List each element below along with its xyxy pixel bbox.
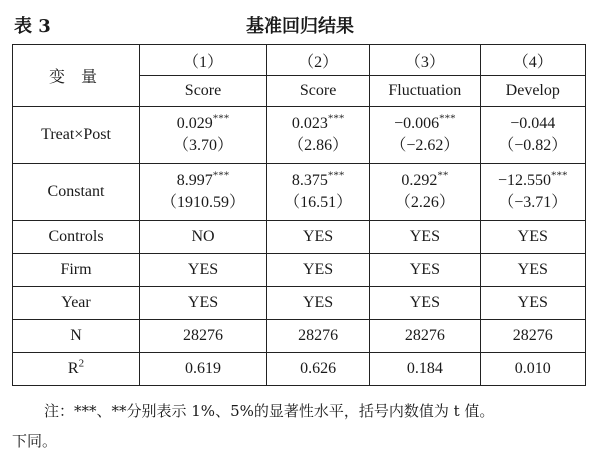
t-value: （3.70） bbox=[173, 137, 234, 154]
coef: 8.997 bbox=[176, 172, 213, 189]
table-cell: 28276 bbox=[480, 320, 585, 353]
stars: *** bbox=[327, 169, 345, 182]
table-cell: YES bbox=[370, 287, 480, 320]
table-cell bbox=[480, 164, 585, 221]
col-number-3: （3） bbox=[370, 45, 480, 76]
table-title: 基准回归结果 bbox=[246, 16, 354, 37]
table-row-constant bbox=[13, 164, 586, 221]
table-row-firm bbox=[13, 254, 586, 287]
coef: 0.029 bbox=[176, 115, 213, 132]
table-row-year bbox=[13, 287, 586, 320]
variable-header: 变 量 bbox=[13, 45, 140, 107]
note-line-1: 注：***、**分别表示 1%、5%的显著性水平，括号内数值为 t 值。 bbox=[44, 402, 495, 420]
stars: *** bbox=[439, 112, 456, 125]
t-value: （1910.59） bbox=[161, 194, 246, 211]
row-label: Treat×Post bbox=[13, 107, 140, 164]
table-cell: 0.619 bbox=[140, 353, 267, 386]
table-caption bbox=[0, 12, 600, 38]
table-cell bbox=[267, 107, 370, 164]
table-cell bbox=[140, 164, 267, 221]
col-name-2: Score bbox=[267, 76, 370, 107]
coef: −12.550 bbox=[498, 172, 552, 189]
table-cell: YES bbox=[267, 287, 370, 320]
col-name-1: Score bbox=[140, 76, 267, 107]
t-value: （2.26） bbox=[394, 194, 455, 211]
stars: *** bbox=[327, 112, 345, 125]
table-cell: YES bbox=[267, 221, 370, 254]
table-cell: 0.626 bbox=[267, 353, 370, 386]
table-cell: YES bbox=[140, 254, 267, 287]
regression-table bbox=[12, 44, 586, 386]
table-cell: YES bbox=[480, 221, 585, 254]
table-cell bbox=[370, 107, 480, 164]
table-cell bbox=[370, 164, 480, 221]
table-cell: 0.010 bbox=[480, 353, 585, 386]
table-cell bbox=[267, 164, 370, 221]
col-number-4: （4） bbox=[480, 45, 585, 76]
coef: 0.023 bbox=[291, 115, 328, 132]
col-number-1: （1） bbox=[140, 45, 267, 76]
stars: *** bbox=[212, 112, 230, 125]
coef: −0.044 bbox=[510, 115, 556, 132]
t-value: （−0.82） bbox=[498, 137, 568, 154]
table-note bbox=[12, 396, 592, 456]
table-number: 表 3 bbox=[14, 16, 51, 37]
t-value: （16.51） bbox=[284, 194, 353, 211]
stars: *** bbox=[551, 169, 568, 182]
table-row-treat-post bbox=[13, 107, 586, 164]
table-cell: 28276 bbox=[267, 320, 370, 353]
coef: −0.006 bbox=[394, 115, 440, 132]
row-label: Controls bbox=[13, 221, 140, 254]
table-cell bbox=[140, 107, 267, 164]
t-value: （2.86） bbox=[288, 137, 349, 154]
table-cell: 28276 bbox=[370, 320, 480, 353]
table-cell bbox=[480, 107, 585, 164]
col-name-3: Fluctuation bbox=[370, 76, 480, 107]
table-cell: 28276 bbox=[140, 320, 267, 353]
table-cell: YES bbox=[267, 254, 370, 287]
table-cell: NO bbox=[140, 221, 267, 254]
table-cell: YES bbox=[370, 221, 480, 254]
row-label: Firm bbox=[13, 254, 140, 287]
row-label bbox=[13, 353, 140, 386]
col-number-2: （2） bbox=[267, 45, 370, 76]
row-label: Year bbox=[13, 287, 140, 320]
t-value: （−3.71） bbox=[498, 194, 568, 211]
r2-label: R bbox=[67, 360, 79, 377]
table-row-r2 bbox=[13, 353, 586, 386]
table-cell: 0.184 bbox=[370, 353, 480, 386]
coef: 8.375 bbox=[291, 172, 328, 189]
coef: 0.292 bbox=[401, 172, 438, 189]
row-label: Constant bbox=[13, 164, 140, 221]
table-cell: YES bbox=[480, 254, 585, 287]
table-cell: YES bbox=[480, 287, 585, 320]
t-value: （−2.62） bbox=[390, 137, 460, 154]
r2-superscript: 2 bbox=[78, 357, 85, 370]
row-label: N bbox=[13, 320, 140, 353]
stars: ** bbox=[437, 169, 449, 182]
table-cell: YES bbox=[370, 254, 480, 287]
note-line-2: 下同。 bbox=[12, 432, 58, 450]
header-row-numbers bbox=[13, 45, 586, 76]
col-name-4: Develop bbox=[480, 76, 585, 107]
stars: *** bbox=[212, 169, 230, 182]
table-cell: YES bbox=[140, 287, 267, 320]
table-row-n bbox=[13, 320, 586, 353]
table-row-controls bbox=[13, 221, 586, 254]
